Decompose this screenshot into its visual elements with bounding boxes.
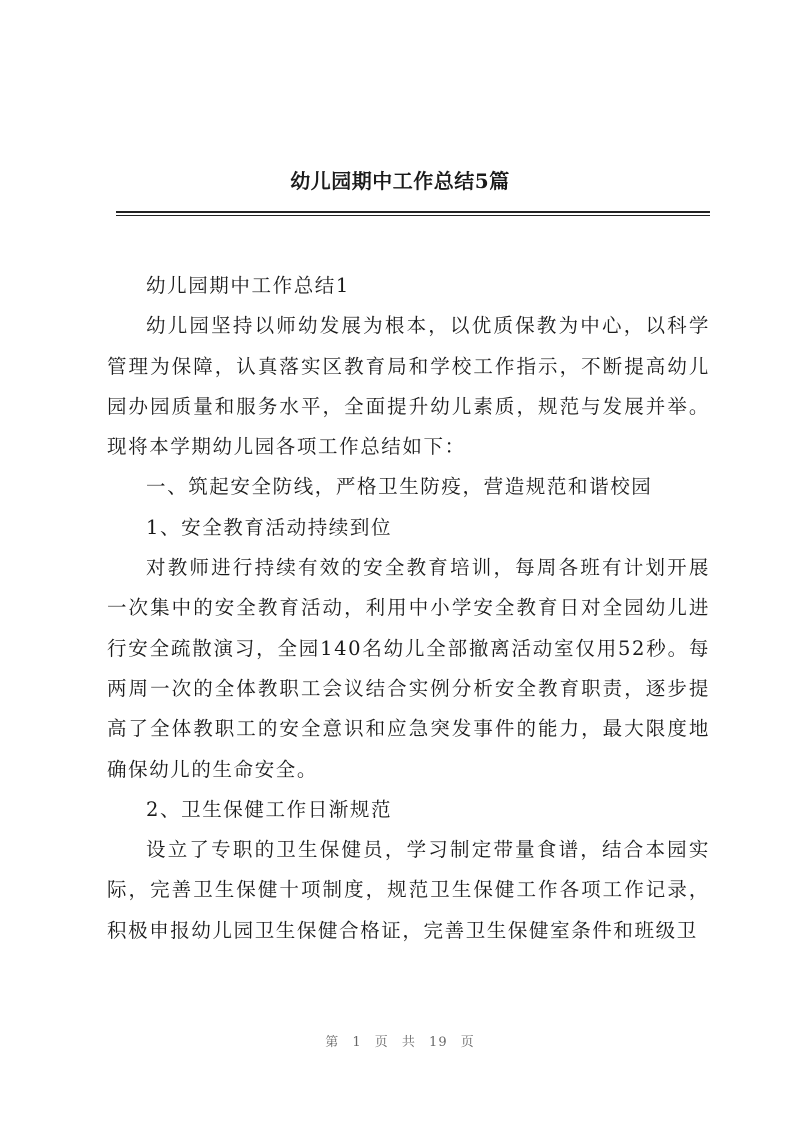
subsection-heading: 1、安全教育活动持续到位 xyxy=(146,515,393,539)
title-divider xyxy=(116,211,710,213)
body-paragraph: 对教师进行持续有效的安全教育培训，每周各班有计划开展一次集中的安全教育活动，利用中小学安全教育日对全园幼儿进行安全疏散演习，全园140名幼儿全部撤离活动室仅用52秒。每两周一次的全体教职工会议结合实例分析安全教育职责，逐步提高了全体教职工的安全意识和应急突发事件的能力，最大限度地确保幼儿的生命安全。 xyxy=(107,556,710,781)
document-title: 幼儿园期中工作总结5篇 xyxy=(290,169,510,193)
page-number-footer: 第 1 页 共 19 页 xyxy=(325,1035,475,1050)
body-paragraph: 设立了专职的卫生保健员，学习制定带量食谱，结合本园实际，完善卫生保健十项制度，规范卫生保健工作各项工作记录，积极申报幼儿园卫生保健合格证，完善卫生保健室条件和班级卫 xyxy=(107,838,710,942)
section-heading: 幼儿园期中工作总结1 xyxy=(146,274,350,297)
body-paragraph: 幼儿园坚持以师幼发展为根本，以优质保教为中心，以科学管理为保障，认真落实区教育局和学校工作指示，不断提高幼儿园办园质量和服务水平，全面提升幼儿素质，规范与发展并举。现将本学期幼儿园各项工作总结如下： xyxy=(107,314,710,459)
section-heading: 一、筑起安全防线，严格卫生防疫，营造规范和谐校园 xyxy=(146,475,653,499)
document-body xyxy=(107,266,710,951)
subsection-heading: 2、卫生保健工作日渐规范 xyxy=(146,797,393,821)
